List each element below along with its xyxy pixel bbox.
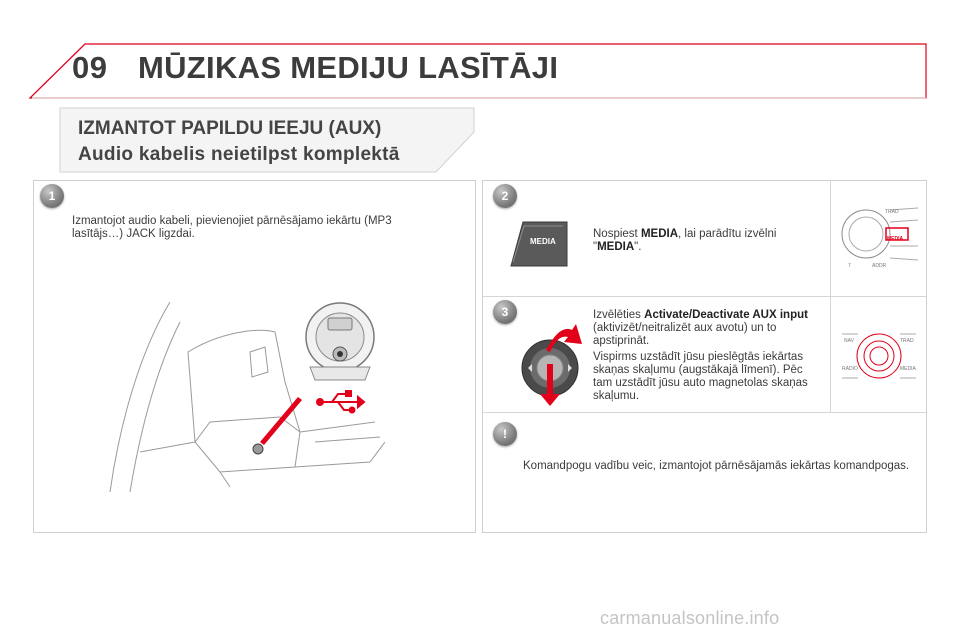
jack-socket-zoom (306, 303, 374, 380)
rotary-knob-illustration (510, 318, 594, 406)
chapter-number: 09 (72, 50, 108, 85)
step1-badge: 1 (40, 184, 64, 208)
watermark: carmanualsonline.info (600, 608, 780, 628)
section-subtitle: Audio kabelis neietilpst komplektā (78, 144, 400, 165)
chapter-title: MŪZIKAS MEDIJU LASĪTĀJI (138, 50, 559, 85)
section-title: IZMANTOT PAPILDU IEEJU (AUX) (78, 118, 382, 139)
step1-text: Izmantojot audio kabeli, pievienojiet pārnēsājamo iekārtu (MP3 lasītājs…) JACK ligzdai. (72, 215, 392, 240)
media-label-2: MEDIA (900, 366, 916, 372)
step3-text: Izvēlēties Activate/Deactivate AUX input (aktivizēt/neitralizēt aux avotu) un to apstiprināt. (593, 309, 808, 347)
trad-label-2: TRAD (900, 338, 914, 344)
section-title-frame (0, 100, 960, 180)
step3-text2: Vispirms uzstādīt jūsu pieslēgtās iekārtas skaņas skaļumu (augstākajā līmenī). Pēc tam uzstādīt jūsu auto magnetolas skaņas skaļumu. (593, 351, 808, 402)
step3-badge: 3 (493, 300, 517, 324)
armrest-jack-illustration (100, 292, 390, 492)
addr-label: ADDR (872, 263, 887, 269)
exclamation-icon: ! (493, 422, 517, 446)
press-arrow-icon (540, 394, 560, 406)
trad-label: TRAD (885, 209, 899, 215)
media-label: MEDIA (887, 236, 904, 242)
control-panel-knob-illustration (836, 322, 922, 390)
usb-icon (317, 391, 364, 413)
red-pointer-arrow (260, 397, 302, 445)
step2-text: Nospiest MEDIA, lai parādītu izvēlni "MEDIA". (593, 228, 777, 253)
number-key-label: 7 (848, 263, 851, 269)
radio-label: RADIO (842, 366, 858, 372)
nav-label: NAV (844, 338, 854, 344)
step2-badge: 2 (493, 184, 517, 208)
note-text: Komandpogu vadību veic, izmantojot pārnēsājamās iekārtas komandpogas. (523, 460, 910, 472)
media-button-label: MEDIA (530, 237, 556, 246)
